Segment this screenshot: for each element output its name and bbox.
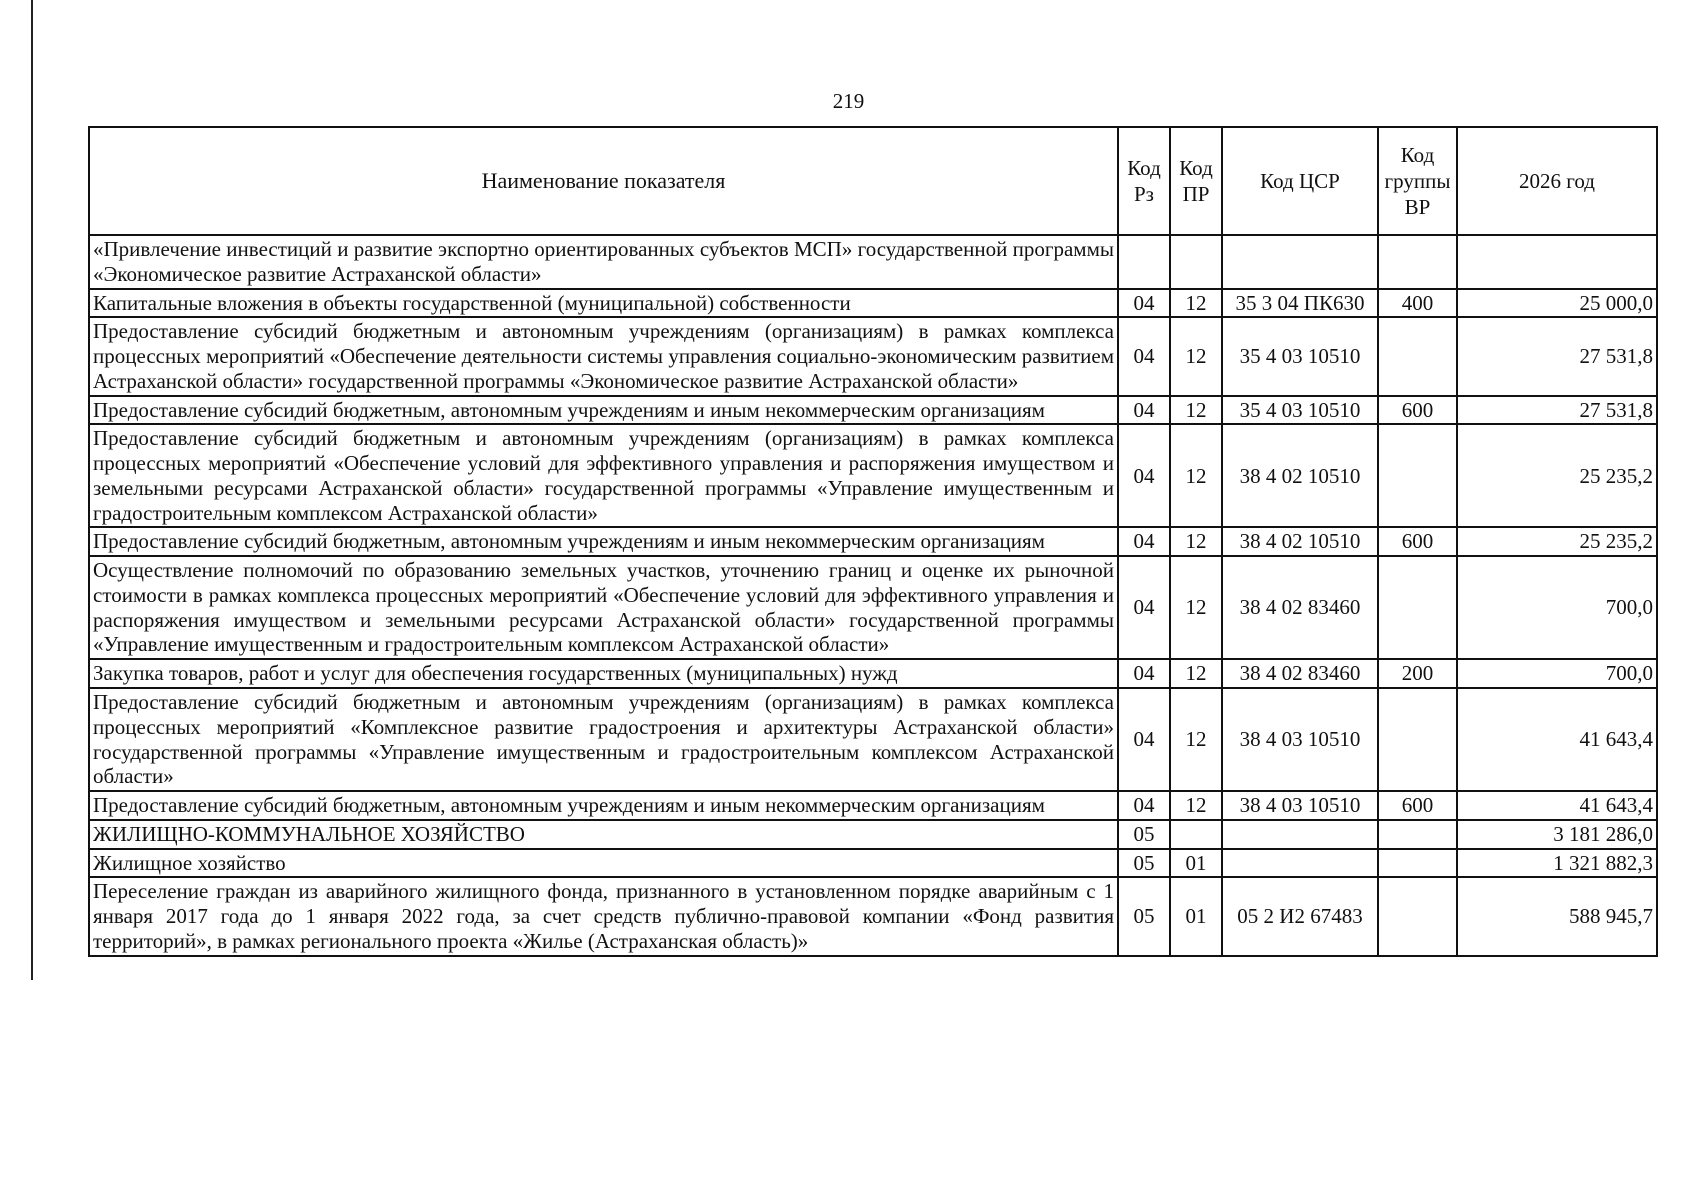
cell-amount: 25 235,2 [1457,527,1657,556]
cell-csr: 38 4 02 10510 [1222,424,1378,527]
page-number: 219 [832,89,865,113]
cell-vr [1378,556,1457,659]
cell-rz: 04 [1118,527,1170,556]
header-rz: Код Рз [1118,127,1170,235]
cell-name: Предоставление субсидий бюджетным и автономным учреждениям (организациям) в рамках комплекса процессных мероприятий «Комплексное развитие градостроения и архитектуры Астраханской области» государственной программы «Управление имущественным и градостроительным комплексом Астраханской области» [89,688,1118,791]
cell-csr: 38 4 02 83460 [1222,556,1378,659]
table-row [89,849,1657,878]
cell-amount: 25 235,2 [1457,424,1657,527]
cell-name: Предоставление субсидий бюджетным, автономным учреждениям и иным некоммерческим организациям [89,396,1118,425]
cell-amount [1457,235,1657,289]
header-name: Наименование показателя [89,127,1118,235]
cell-name: Предоставление субсидий бюджетным и автономным учреждениям (организациям) в рамках комплекса процессных мероприятий «Обеспечение условий для эффективного управления и распоряжения имуществом и земельными ресурсами Астраханской области» государственной программы «Управление имущественным и градостроительным комплексом Астраханской области» [89,424,1118,527]
cell-name: ЖИЛИЩНО-КОММУНАЛЬНОЕ ХОЗЯЙСТВО [89,820,1118,849]
cell-vr: 600 [1378,791,1457,820]
table-row [89,791,1657,820]
cell-pr [1170,820,1222,849]
cell-csr: 35 4 03 10510 [1222,317,1378,395]
cell-name: Предоставление субсидий бюджетным, автономным учреждениям и иным некоммерческим организациям [89,527,1118,556]
cell-amount: 3 181 286,0 [1457,820,1657,849]
cell-vr [1378,424,1457,527]
table-row [89,289,1657,318]
cell-pr: 12 [1170,289,1222,318]
table-header-row [89,127,1657,235]
cell-name: Переселение граждан из аварийного жилищного фонда, признанного в установленном порядке аварийным с 1 января 2017 года до 1 января 2022 года, за счет средств публично-правовой компании «Фонд развития территорий», в рамках регионального проекта «Жилье (Астраханская область)» [89,877,1118,955]
cell-pr: 12 [1170,556,1222,659]
cell-rz: 04 [1118,556,1170,659]
cell-vr: 600 [1378,396,1457,425]
cell-csr [1222,849,1378,878]
cell-pr: 12 [1170,791,1222,820]
cell-csr: 35 3 04 ПК630 [1222,289,1378,318]
cell-name: Жилищное хозяйство [89,849,1118,878]
table-row [89,424,1657,527]
table-row [89,396,1657,425]
cell-vr [1378,877,1457,955]
cell-vr [1378,849,1457,878]
cell-vr [1378,820,1457,849]
cell-csr: 38 4 03 10510 [1222,791,1378,820]
cell-vr: 400 [1378,289,1457,318]
cell-pr: 12 [1170,396,1222,425]
cell-vr: 600 [1378,527,1457,556]
cell-name: Осуществление полномочий по образованию земельных участков, уточнению границ и оценке их рыночной стоимости в рамках комплекса процессных мероприятий «Обеспечение условий для эффективного управления и распоряжения имуществом и земельными ресурсами Астраханской области» государственной программы «Управление имущественным и градостроительным комплексом Астраханской области» [89,556,1118,659]
cell-pr: 12 [1170,659,1222,688]
table-row [89,877,1657,955]
scan-margin-line [31,0,33,980]
cell-pr: 01 [1170,877,1222,955]
cell-csr: 38 4 02 10510 [1222,527,1378,556]
cell-name: Предоставление субсидий бюджетным и автономным учреждениям (организациям) в рамках комплекса процессных мероприятий «Обеспечение деятельности системы управления социально-экономическим развитием Астраханской области» государственной программы «Экономическое развитие Астраханской области» [89,317,1118,395]
cell-rz: 04 [1118,688,1170,791]
cell-vr [1378,688,1457,791]
cell-vr [1378,235,1457,289]
cell-pr: 12 [1170,688,1222,791]
cell-rz: 04 [1118,289,1170,318]
cell-pr: 12 [1170,317,1222,395]
cell-pr: 01 [1170,849,1222,878]
cell-csr: 38 4 02 83460 [1222,659,1378,688]
cell-csr: 35 4 03 10510 [1222,396,1378,425]
cell-vr: 200 [1378,659,1457,688]
cell-csr [1222,235,1378,289]
cell-amount: 41 643,4 [1457,688,1657,791]
cell-pr: 12 [1170,527,1222,556]
cell-pr [1170,235,1222,289]
cell-amount: 41 643,4 [1457,791,1657,820]
cell-rz: 04 [1118,791,1170,820]
cell-rz: 04 [1118,317,1170,395]
cell-amount: 700,0 [1457,659,1657,688]
table-row [89,659,1657,688]
cell-csr [1222,820,1378,849]
cell-rz: 04 [1118,424,1170,527]
cell-pr: 12 [1170,424,1222,527]
cell-amount: 1 321 882,3 [1457,849,1657,878]
table-row [89,820,1657,849]
cell-amount: 27 531,8 [1457,317,1657,395]
cell-csr: 38 4 03 10510 [1222,688,1378,791]
header-year: 2026 год [1457,127,1657,235]
budget-table [88,126,1658,957]
cell-name: Предоставление субсидий бюджетным, автономным учреждениям и иным некоммерческим организациям [89,791,1118,820]
cell-rz [1118,235,1170,289]
cell-name: Капитальные вложения в объекты государственной (муниципальной) собственности [89,289,1118,318]
cell-rz: 04 [1118,659,1170,688]
cell-rz: 05 [1118,877,1170,955]
cell-vr [1378,317,1457,395]
cell-amount: 700,0 [1457,556,1657,659]
cell-rz: 04 [1118,396,1170,425]
table-row [89,527,1657,556]
cell-rz: 05 [1118,820,1170,849]
cell-name: «Привлечение инвестиций и развитие экспортно ориентированных субъектов МСП» государственной программы «Экономическое развитие Астраханской области» [89,235,1118,289]
cell-rz: 05 [1118,849,1170,878]
table-row [89,235,1657,289]
cell-amount: 588 945,7 [1457,877,1657,955]
cell-csr: 05 2 И2 67483 [1222,877,1378,955]
cell-name: Закупка товаров, работ и услуг для обеспечения государственных (муниципальных) нужд [89,659,1118,688]
table-row [89,688,1657,791]
table-row [89,317,1657,395]
header-csr: Код ЦСР [1222,127,1378,235]
header-pr: Код ПР [1170,127,1222,235]
cell-amount: 25 000,0 [1457,289,1657,318]
cell-amount: 27 531,8 [1457,396,1657,425]
table-row [89,556,1657,659]
header-vr: Код группы ВР [1378,127,1457,235]
